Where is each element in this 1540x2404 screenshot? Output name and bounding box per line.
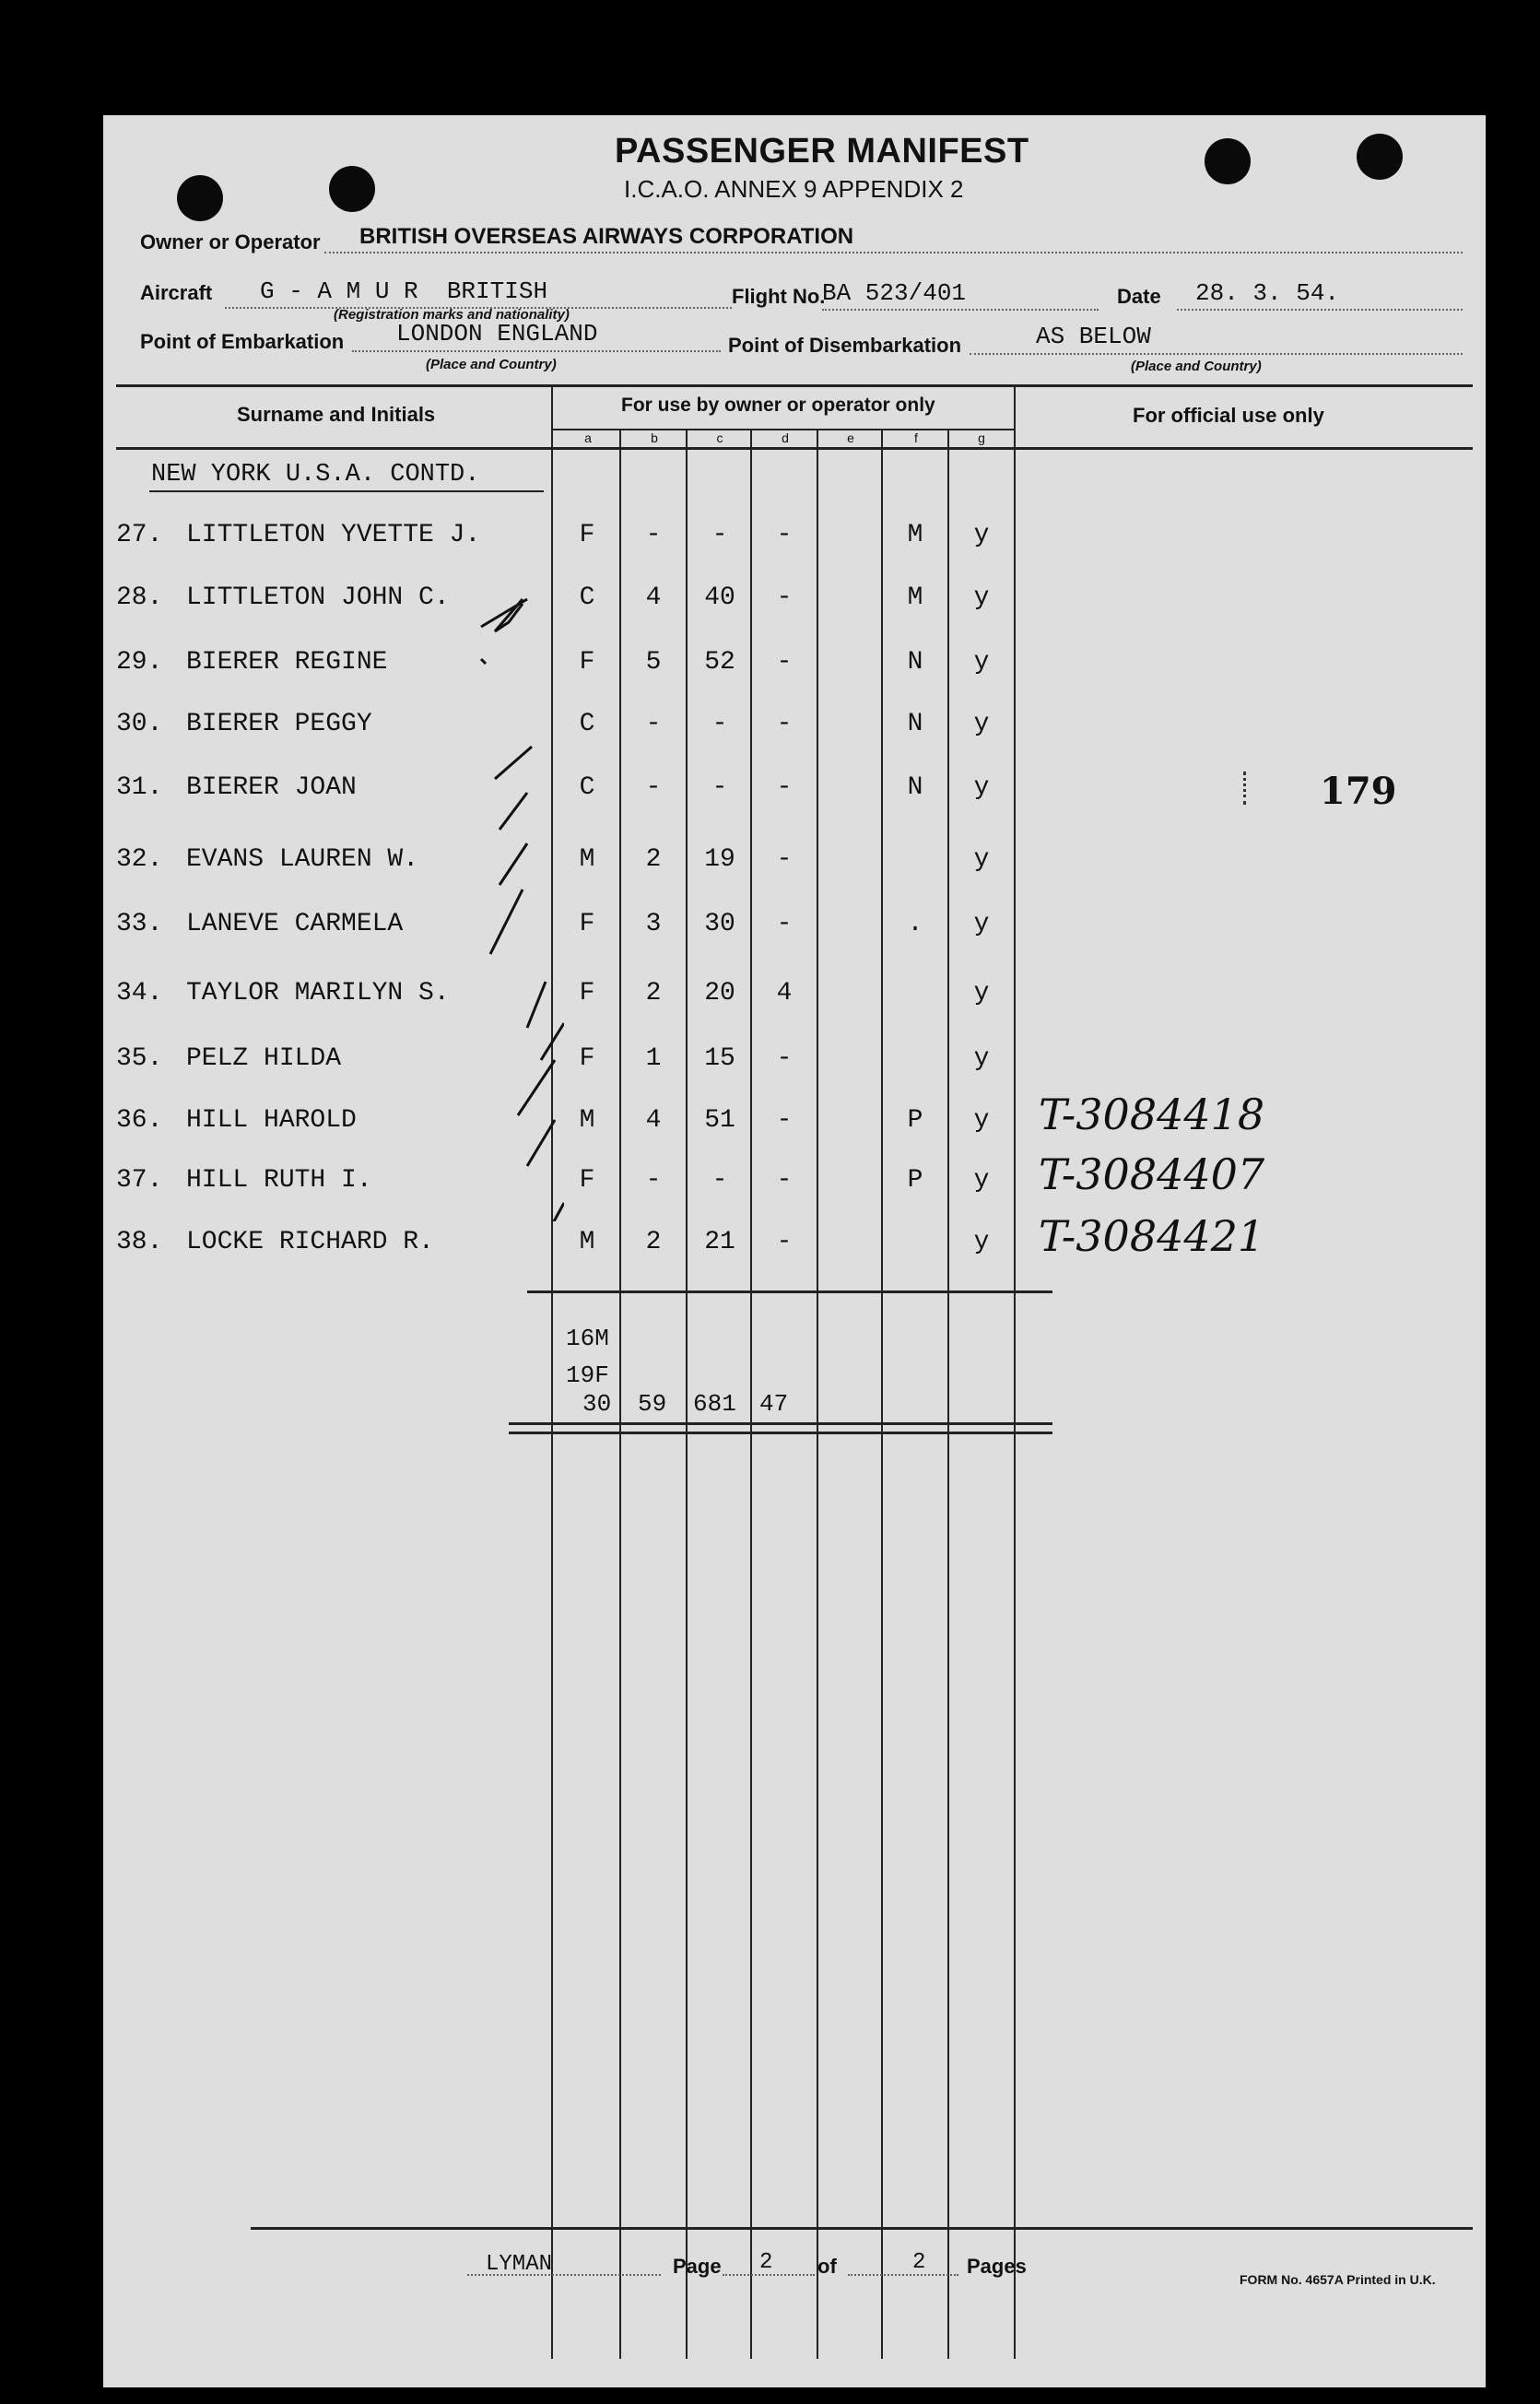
cell-c: 40: [704, 583, 735, 612]
embark-note: (Place and Country): [426, 357, 557, 372]
row-number: 29.: [116, 648, 163, 677]
cell-d: -: [776, 1106, 793, 1135]
cell-a: C: [579, 583, 595, 612]
aircraft-value: G - A M U R BRITISH: [260, 277, 548, 305]
footer-of-label: of: [817, 2255, 837, 2278]
page-subtitle: I.C.A.O. ANNEX 9 APPENDIX 2: [624, 175, 964, 203]
cell-d: -: [776, 845, 793, 874]
cell-g: y: [973, 845, 990, 874]
passenger-name: LANEVE CARMELA: [186, 910, 404, 938]
disembark-value: AS BELOW: [1036, 323, 1151, 350]
col-letter-a: a: [584, 430, 592, 445]
cell-c: -: [711, 773, 728, 802]
row-number: 35.: [116, 1044, 163, 1073]
row-number: 32.: [116, 845, 163, 874]
cell-g: y: [973, 773, 990, 802]
cell-c: 51: [704, 1106, 735, 1135]
punch-hole: [329, 166, 375, 212]
passenger-name: LITTLETON YVETTE J.: [186, 521, 481, 549]
row-number: 36.: [116, 1106, 163, 1135]
footer-pages-label: Pages: [967, 2255, 1027, 2278]
cell-g: y: [973, 521, 990, 549]
cell-c: 52: [704, 648, 735, 677]
cell-c: 21: [704, 1228, 735, 1256]
cell-f: P: [907, 1106, 923, 1135]
cell-f: M: [907, 521, 923, 549]
passenger-name: BIERER JOAN: [186, 773, 357, 802]
passenger-name: HILL HAROLD: [186, 1106, 357, 1135]
total-c: 681: [693, 1390, 736, 1418]
row-number: 33.: [116, 910, 163, 938]
cell-b: 3: [645, 910, 662, 938]
cell-f: .: [907, 910, 923, 938]
date-value: 28. 3. 54.: [1195, 279, 1340, 307]
cell-d: -: [776, 910, 793, 938]
row-number: 31.: [116, 773, 163, 802]
owner-label: Owner or Operator: [140, 230, 321, 253]
manifest-page: [103, 115, 1486, 2387]
disembark-label: Point of Disembarkation: [728, 334, 962, 357]
cell-b: 4: [645, 1106, 662, 1135]
form-number: FORM No. 4657A Printed in U.K.: [1240, 2272, 1436, 2287]
col-letter-c: c: [716, 430, 723, 445]
footer-of-value: 2: [912, 2250, 926, 2275]
cell-c: -: [711, 521, 728, 549]
cell-b: -: [645, 521, 662, 549]
punch-hole: [177, 175, 223, 221]
cell-c: 15: [704, 1044, 735, 1073]
cell-b: 1: [645, 1044, 662, 1073]
cell-f: N: [907, 710, 923, 738]
cell-g: y: [973, 979, 990, 1008]
cell-g: y: [973, 1044, 990, 1073]
embark-value: LONDON ENGLAND: [396, 320, 598, 348]
cell-a: F: [579, 979, 595, 1008]
passenger-name: PELZ HILDA: [186, 1044, 342, 1073]
cell-a: F: [579, 1166, 595, 1195]
cell-g: y: [973, 583, 990, 612]
footer-page-value: 2: [759, 2250, 773, 2275]
cell-b: -: [645, 710, 662, 738]
aircraft-label: Aircraft: [140, 281, 213, 304]
cell-c: -: [711, 710, 728, 738]
cell-c: 19: [704, 845, 735, 874]
passenger-name: BIERER REGINE: [186, 648, 388, 677]
cell-c: 20: [704, 979, 735, 1008]
cell-d: -: [776, 583, 793, 612]
cell-a: F: [579, 521, 595, 549]
total-d: 47: [759, 1390, 789, 1418]
cell-a: C: [579, 710, 595, 738]
cell-a: F: [579, 910, 595, 938]
official-ticket-number: T-3084418: [1039, 1090, 1265, 1139]
page-title: PASSENGER MANIFEST: [615, 132, 1029, 171]
stamp-mark: [1243, 772, 1249, 805]
cell-a: M: [579, 845, 595, 874]
row-number: 27.: [116, 521, 163, 549]
date-label: Date: [1117, 285, 1161, 308]
col-letter-d: d: [782, 430, 789, 445]
passenger-name: LOCKE RICHARD R.: [186, 1228, 434, 1256]
official-stamp-number: 179: [1320, 770, 1397, 813]
cell-g: y: [973, 910, 990, 938]
cell-b: 2: [645, 1228, 662, 1256]
owner-value: BRITISH OVERSEAS AIRWAYS CORPORATION: [359, 224, 854, 249]
official-ticket-number: T-3084407: [1039, 1149, 1265, 1199]
col-surname-header: Surname and Initials: [237, 403, 436, 426]
registration-note: (Registration marks and nationality): [334, 307, 570, 323]
cell-d: -: [776, 1044, 793, 1073]
disembark-note: (Place and Country): [1131, 359, 1262, 374]
check-marks: [343, 484, 564, 1221]
cell-a: F: [579, 1044, 595, 1073]
col-letter-b: b: [651, 430, 658, 445]
footer-page-label: Page: [673, 2255, 722, 2278]
cell-f: N: [907, 773, 923, 802]
total-female: 19F: [566, 1361, 609, 1389]
passenger-name: LITTLETON JOHN C.: [186, 583, 450, 612]
flight-label: Flight No.: [732, 285, 826, 308]
row-number: 30.: [116, 710, 163, 738]
cell-b: 5: [645, 648, 662, 677]
cell-d: 4: [776, 979, 793, 1008]
cell-f: P: [907, 1166, 923, 1195]
passenger-name: HILL RUTH I.: [186, 1166, 372, 1195]
cell-f: N: [907, 648, 923, 677]
cell-d: -: [776, 710, 793, 738]
official-ticket-number: T-3084421: [1039, 1211, 1265, 1261]
cell-a: F: [579, 648, 595, 677]
col-official-header: For official use only: [1133, 404, 1324, 427]
cell-b: -: [645, 773, 662, 802]
col-operator-header: For use by owner or operator only: [621, 395, 935, 416]
section-heading: NEW YORK U.S.A. CONTD.: [151, 461, 480, 489]
cell-d: -: [776, 773, 793, 802]
cell-b: 2: [645, 979, 662, 1008]
row-number: 38.: [116, 1228, 163, 1256]
cell-g: y: [973, 1106, 990, 1135]
cell-c: -: [711, 1166, 728, 1195]
embark-label: Point of Embarkation: [140, 330, 345, 353]
flight-value: BA 523/401: [822, 279, 967, 307]
cell-b: -: [645, 1166, 662, 1195]
passenger-name: BIERER PEGGY: [186, 710, 372, 738]
row-number: 37.: [116, 1166, 163, 1195]
passenger-name: EVANS LAUREN W.: [186, 845, 419, 874]
cell-d: -: [776, 648, 793, 677]
cell-d: -: [776, 1166, 793, 1195]
cell-c: 30: [704, 910, 735, 938]
cell-b: 2: [645, 845, 662, 874]
punch-hole: [1205, 138, 1251, 184]
footer-place: LYMAN: [486, 2252, 553, 2277]
cell-g: y: [973, 648, 990, 677]
passenger-name: TAYLOR MARILYN S.: [186, 979, 450, 1008]
row-number: 28.: [116, 583, 163, 612]
total-male: 16M: [566, 1325, 609, 1352]
col-letter-f: f: [914, 430, 918, 445]
cell-d: -: [776, 521, 793, 549]
total-a: 30: [582, 1390, 612, 1418]
cell-a: C: [579, 773, 595, 802]
punch-hole: [1357, 134, 1403, 180]
row-number: 34.: [116, 979, 163, 1008]
cell-g: y: [973, 710, 990, 738]
col-letter-g: g: [978, 430, 985, 445]
cell-a: M: [579, 1106, 595, 1135]
cell-d: -: [776, 1228, 793, 1256]
cell-f: M: [907, 583, 923, 612]
total-b: 59: [638, 1390, 667, 1418]
cell-g: y: [973, 1228, 990, 1256]
col-letter-e: e: [847, 430, 854, 445]
cell-a: M: [579, 1228, 595, 1256]
cell-b: 4: [645, 583, 662, 612]
cell-g: y: [973, 1166, 990, 1195]
